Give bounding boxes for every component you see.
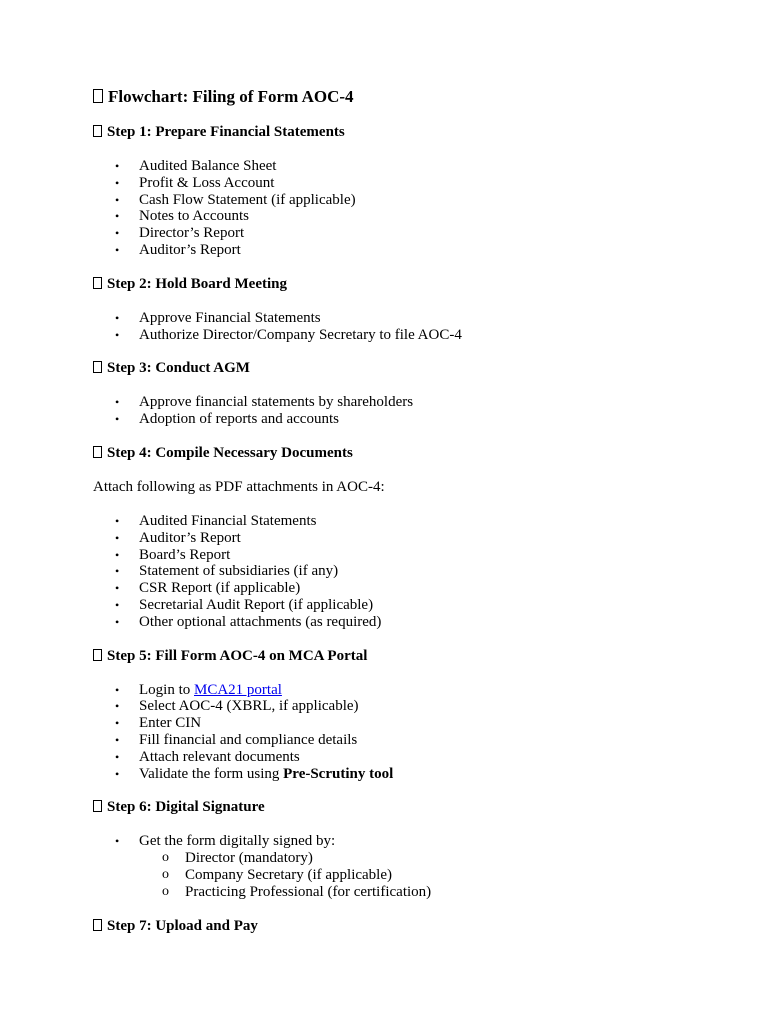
bullet-icon: • — [115, 682, 120, 697]
bullet-icon: • — [115, 209, 120, 224]
list-item: • Authorize Director/Company Secretary to file AOC-4 — [115, 326, 462, 343]
list-item: • Auditor’s Report — [115, 529, 241, 546]
list-item: • Attach relevant documents — [115, 748, 300, 765]
missing-glyph-icon — [93, 361, 102, 373]
document-title: Flowchart: Filing of Form AOC-4 — [108, 87, 354, 106]
list-item: • Other optional attachments (as required) — [115, 613, 382, 630]
missing-glyph-icon — [93, 89, 103, 103]
list-item: • Cash Flow Statement (if applicable) — [115, 191, 356, 208]
bullet-icon: • — [115, 581, 120, 596]
list-item: • Fill financial and compliance details — [115, 731, 358, 748]
bullet-icon: • — [115, 175, 120, 190]
step-4-intro: Attach following as PDF attachments in AOC-4: — [93, 478, 385, 495]
list-item: • Approve Financial Statements — [115, 309, 321, 326]
pre-scrutiny-tool-label: Pre-Scrutiny tool — [283, 765, 394, 782]
step-6-list — [93, 833, 733, 900]
step-4-heading: Step 4: Compile Necessary Documents — [107, 444, 353, 461]
list-item: • Select AOC-4 (XBRL, if applicable) — [115, 698, 359, 715]
step-4-heading-row — [93, 444, 733, 462]
step-7-heading: Step 7: Upload and Pay — [107, 917, 258, 934]
missing-glyph-icon — [93, 277, 102, 289]
bullet-icon: • — [115, 716, 120, 731]
bullet-icon: • — [115, 327, 120, 342]
document-page — [93, 85, 733, 935]
bullet-icon: • — [115, 834, 120, 849]
step-3-heading: Step 3: Conduct AGM — [107, 360, 250, 377]
step-5-list — [93, 682, 733, 783]
bullet-icon: • — [115, 226, 120, 241]
bullet-icon: • — [115, 310, 120, 325]
missing-glyph-icon — [93, 649, 102, 661]
list-item: • CSR Report (if applicable) — [115, 580, 301, 597]
bullet-icon: • — [115, 412, 120, 427]
list-item: • Adoption of reports and accounts — [115, 411, 339, 428]
step-1-heading-row — [93, 123, 733, 141]
bullet-icon: • — [115, 699, 120, 714]
list-item: • Enter CIN — [115, 715, 202, 732]
step-6-heading: Step 6: Digital Signature — [107, 799, 265, 816]
list-item: • Director’s Report — [115, 225, 245, 242]
circle-bullet-icon: o — [162, 883, 169, 899]
bullet-icon: • — [115, 513, 120, 528]
step-5-heading: Step 5: Fill Form AOC-4 on MCA Portal — [107, 647, 368, 664]
bullet-icon: • — [115, 530, 120, 545]
bullet-icon: • — [115, 159, 120, 173]
circle-bullet-icon: o — [162, 850, 169, 866]
list-item: • Login to MCA21 portal — [115, 681, 282, 698]
document-title-row — [93, 85, 733, 109]
list-item: • Audited Financial Statements — [115, 512, 317, 529]
list-item: • Approve financial statements by shareholders — [115, 394, 414, 411]
step-6-heading-row — [93, 798, 733, 816]
step-6-sublist — [139, 850, 733, 900]
list-item: • Board’s Report — [115, 546, 231, 563]
bullet-icon: • — [115, 395, 120, 410]
bullet-icon: • — [115, 547, 120, 562]
bullet-icon: • — [115, 242, 120, 257]
bullet-icon: • — [115, 192, 120, 207]
missing-glyph-icon — [93, 919, 102, 931]
missing-glyph-icon — [93, 446, 102, 458]
list-item: • Audited Balance Sheet — [115, 158, 277, 174]
list-item: • Secretarial Audit Report (if applicable) — [115, 596, 374, 613]
step-2-heading-row — [93, 275, 733, 293]
sublist-item: o Practicing Professional (for certification) — [162, 883, 432, 900]
step-5-heading-row — [93, 647, 733, 665]
step-2-list — [93, 310, 733, 344]
list-item: • Auditor’s Report — [115, 241, 241, 258]
bullet-icon: • — [115, 564, 120, 579]
circle-bullet-icon: o — [162, 866, 169, 882]
step-4-list — [93, 513, 733, 631]
list-item: • Statement of subsidiaries (if any) — [115, 563, 339, 580]
mca21-portal-link[interactable]: MCA21 portal — [194, 681, 282, 698]
sublist-item: o Director (mandatory) — [162, 850, 313, 867]
bullet-icon: • — [115, 766, 120, 781]
bullet-icon: • — [115, 732, 120, 747]
sublist-item: o Company Secretary (if applicable) — [162, 866, 392, 883]
step-2-heading: Step 2: Hold Board Meeting — [107, 275, 287, 292]
step-7-heading-row — [93, 917, 733, 935]
step-1-heading: Step 1: Prepare Financial Statements — [107, 124, 345, 140]
bullet-icon: • — [115, 597, 120, 612]
missing-glyph-icon — [93, 125, 102, 137]
list-item: • Notes to Accounts — [115, 208, 249, 225]
missing-glyph-icon — [93, 800, 102, 812]
step-1-list — [93, 158, 733, 259]
list-item: • Get the form digitally signed by: o Director (mandatory) o Company Secretary (if applicable) o Practicing Professional (for certification) — [93, 833, 733, 900]
bullet-icon: • — [115, 749, 120, 764]
list-item: • Profit & Loss Account — [115, 174, 275, 191]
step-3-heading-row — [93, 359, 733, 377]
bullet-icon: • — [115, 614, 120, 629]
list-item: • Validate the form using Pre-Scrutiny tool — [115, 765, 394, 782]
step-3-list — [93, 394, 733, 428]
